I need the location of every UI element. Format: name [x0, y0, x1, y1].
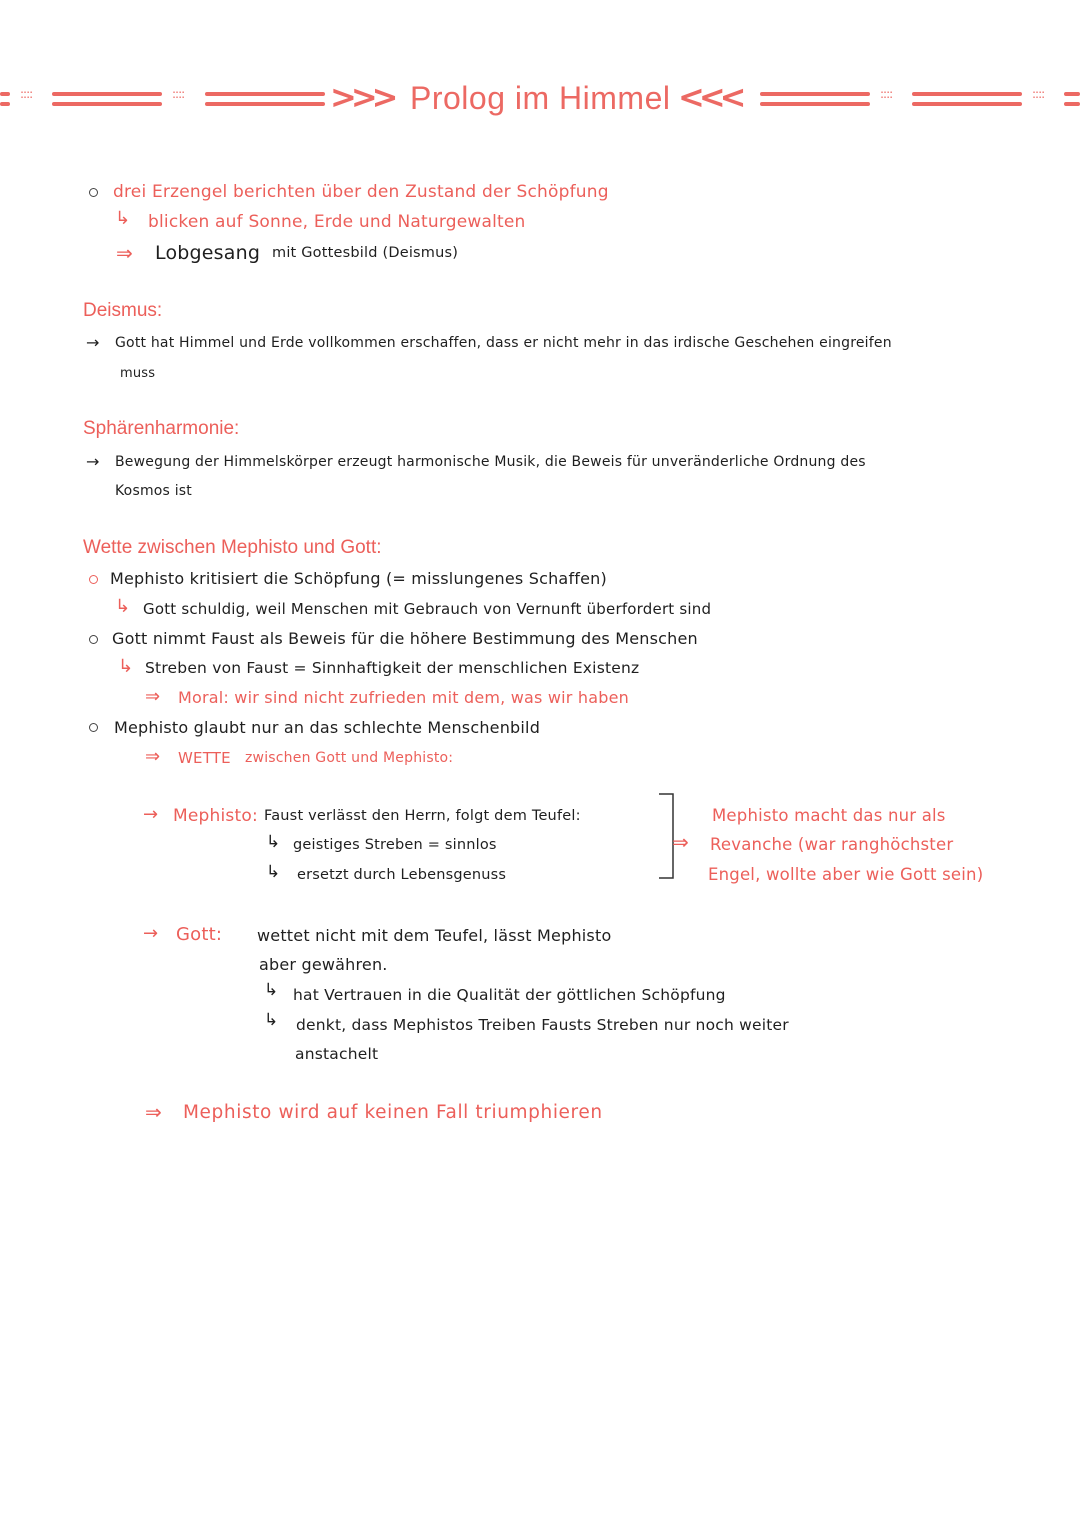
return-arrow-icon: ↳ [266, 832, 281, 852]
wette-word: WETTE [178, 749, 231, 767]
double-arrow-icon: ⇒ [116, 241, 133, 265]
wette-b3: Mephisto glaubt nur an das schlechte Menschenbild [114, 718, 541, 737]
wette-b1-sub: Gott schuldig, weil Menschen mit Gebrauch von Vernunft überfordert sind [143, 600, 712, 618]
sphaeren-text-2: Kosmos ist [115, 483, 192, 499]
arrow-right-icon: → [143, 923, 159, 944]
double-arrow-icon: ⇒ [672, 830, 689, 854]
double-arrow-icon: ⇒ [145, 686, 161, 707]
mephisto-note-1: Mephisto macht das nur als [712, 806, 946, 825]
mephisto-note-2: Revanche (war ranghöchster [710, 835, 954, 854]
gott-text-2: aber gewähren. [259, 955, 388, 974]
section1-line3-strong: Lobgesang [155, 242, 261, 264]
return-arrow-icon: ↳ [264, 980, 279, 1000]
return-arrow-icon: ↳ [115, 208, 131, 229]
wette-b2-sub: Streben von Faust = Sinnhaftigkeit der menschlichen Existenz [145, 659, 640, 677]
mephisto-text: Faust verlässt den Herrn, folgt dem Teufel: [264, 808, 581, 824]
wette-rest: zwischen Gott und Mephisto: [245, 750, 454, 766]
gott-sub1: hat Vertrauen in die Qualität der göttlichen Schöpfung [293, 986, 726, 1004]
left-chevrons: >>> [330, 78, 393, 116]
deismus-heading: Deismus: [83, 300, 163, 321]
mephisto-label: Mephisto: [173, 806, 258, 826]
section1-line3-rest: mit Gottesbild (Deismus) [272, 245, 459, 261]
double-arrow-icon: ⇒ [145, 1100, 162, 1124]
arrow-right-icon: → [86, 452, 100, 471]
return-arrow-icon: ↳ [264, 1010, 279, 1030]
deismus-text-1: Gott hat Himmel und Erde vollkommen erschaffen, dass er nicht mehr in das irdische Geschehen eingreifen [115, 335, 892, 351]
deismus-text-2: muss [120, 366, 156, 381]
conclusion: Mephisto wird auf keinen Fall triumphieren [183, 1102, 603, 1123]
bullet [89, 723, 98, 732]
gott-text-1: wettet nicht mit dem Teufel, lässt Mephisto [257, 926, 612, 945]
mephisto-sub2: ersetzt durch Lebensgenuss [297, 867, 507, 883]
gott-sub2: denkt, dass Mephistos Treiben Fausts Streben nur noch weiter [296, 1016, 789, 1034]
return-arrow-icon: ↳ [266, 862, 281, 882]
wette-heading: Wette zwischen Mephisto und Gott: [83, 537, 382, 558]
wette-b2-moral: Moral: wir sind nicht zufrieden mit dem, was wir haben [178, 688, 629, 707]
bullet [89, 575, 98, 584]
sphaeren-text-1: Bewegung der Himmelskörper erzeugt harmonische Musik, die Beweis für unveränderliche Ordnung des [115, 454, 866, 470]
section1-line1: drei Erzengel berichten über den Zustand der Schöpfung [113, 182, 609, 202]
wette-b2: Gott nimmt Faust als Beweis für die höhere Bestimmung des Menschen [112, 629, 698, 648]
mephisto-note-3: Engel, wollte aber wie Gott sein) [708, 865, 984, 884]
sphaeren-heading: Sphärenharmonie: [83, 418, 240, 439]
wette-b1: Mephisto kritisiert die Schöpfung (= misslungenes Schaffen) [110, 569, 607, 588]
page-title: Prolog im Himmel [410, 80, 671, 116]
section1-line2: blicken auf Sonne, Erde und Naturgewalten [148, 212, 526, 232]
return-arrow-icon: ↳ [118, 656, 134, 677]
mephisto-sub1: geistiges Streben = sinnlos [293, 837, 497, 853]
return-arrow-icon: ↳ [115, 596, 131, 617]
bullet [89, 635, 98, 644]
bullet [89, 188, 98, 197]
arrow-right-icon: → [143, 804, 159, 825]
gott-sub3: anstachelt [295, 1045, 379, 1063]
gott-label: Gott: [176, 924, 223, 945]
arrow-right-icon: → [86, 333, 100, 352]
right-chevrons: <<< [678, 78, 741, 116]
double-arrow-icon: ⇒ [145, 746, 161, 767]
